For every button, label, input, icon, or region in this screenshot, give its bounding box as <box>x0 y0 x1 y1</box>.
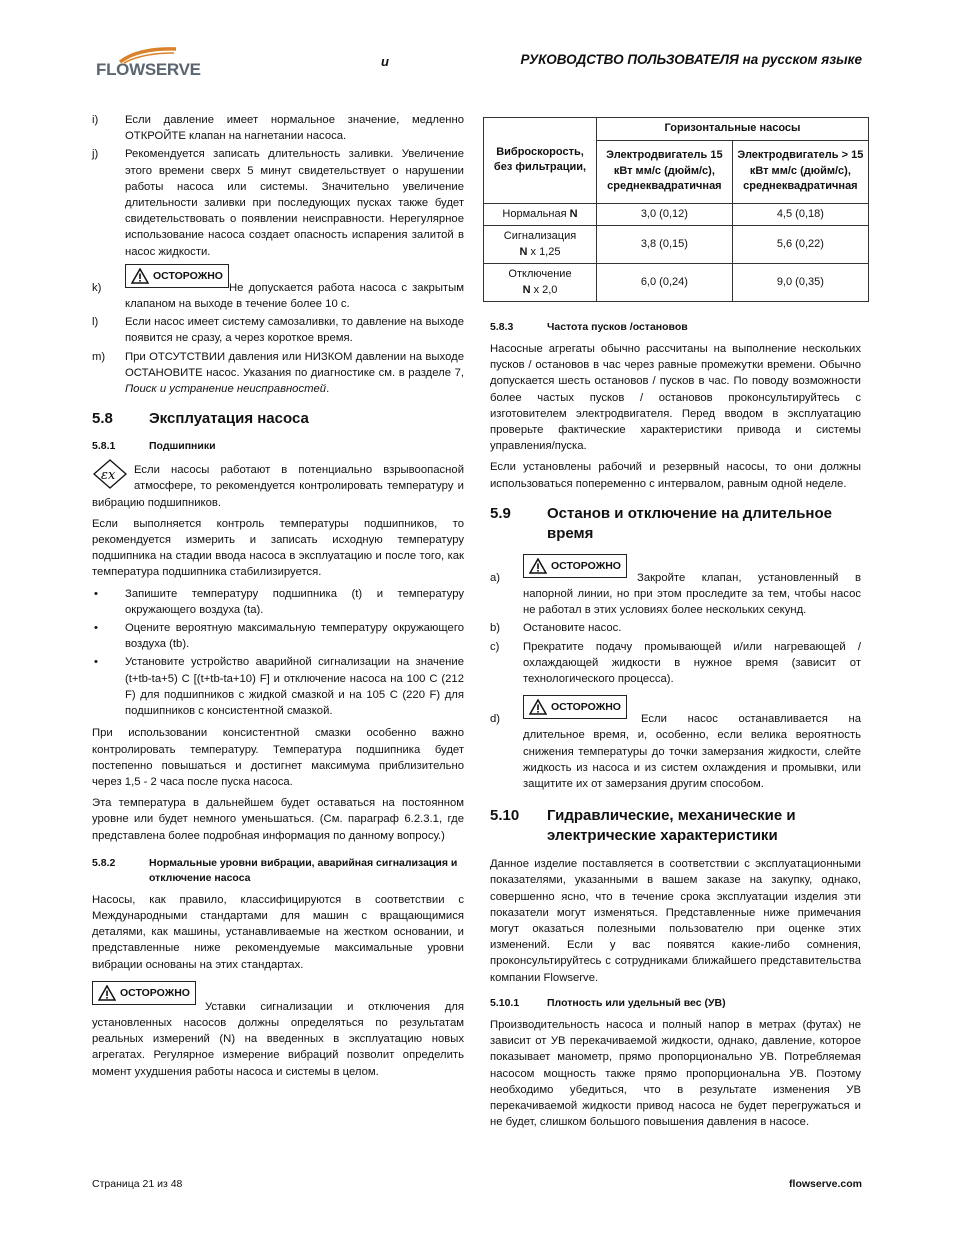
page-number: Страница 21 из 48 <box>92 1178 183 1190</box>
section-heading: 5.10 Гидравлические, механические и электрические характеристики <box>490 807 796 845</box>
table-row: Нормальная N 3,0 (0,12) 4,5 (0,18) <box>484 203 869 226</box>
warning-triangle-icon <box>131 268 149 284</box>
caution-box: ОСТОРОЖНО <box>125 264 229 288</box>
paragraph: Насосы, как правило, классифицируются в соответствии с Международными стандартами для машин с вращающимися деталями, как машины, устанавливаемые на жестком основании, и представленные ниже рекомендуемые максимальные уровни вибрации основаны на этих стандартах. <box>92 893 464 971</box>
list-item-caution: a) ОСТОРОЖНО Закройте клапан, установленный в напорной линии, но при этом проследите за тем, чтобы насос не работал в этих условиях более нескольких секунд. <box>490 554 861 619</box>
table-header-cell: Электродвигатель 15 кВт мм/с (дюйм/с), среднеквадратичная <box>597 140 733 203</box>
list-item-caution: k) ОСТОРОЖНО Не допускается работа насоса с закрытым клапаном на выходе в течение более 10 с. <box>92 264 464 312</box>
subsection-heading: 5.8.2 Нормальные уровни вибрации, аварийная сигнализация и отключение насоса <box>92 856 458 884</box>
list-item: b) Остановите насос. <box>490 622 622 635</box>
subsection-heading: 5.8.3 Частота пусков /остановов <box>490 321 688 333</box>
ex-hazard-icon <box>92 458 128 490</box>
caution-box: ОСТОРОЖНО <box>92 981 196 1005</box>
table-row: Отключение N x 2,0 6,0 (0,24) 9,0 (0,35) <box>484 264 869 302</box>
paragraph: Насосные агрегаты обычно рассчитаны на выполнение нескольких пусков / остановов в час через равные промежутки времени. Обычно допускается шесть остановов / пусков в час. По поводу возможности более частых пусков / остановов проконсультируйтесь с изготовителем электродвигателя. Перед вводом в эксплуатацию проверьте фактические характеристики привода и системы управления/пуска. <box>490 343 861 453</box>
warning-triangle-icon <box>529 558 547 574</box>
subsection-heading: 5.10.1 Плотность или удельный вес (УВ) <box>490 996 726 1009</box>
svg-text:εx: εx <box>101 468 116 484</box>
logo-text: FLOWSERVE <box>96 60 201 79</box>
paragraph: Производительность насоса и полный напор в метрах (футах) не зависит от УВ перекачиваемой жидкости, однако, давление, которое показывает манометр, прямо пропорционально УВ. Потребляемая насосом мощность также прямо пропорциональна УВ. Поэтому необходимо убедиться, что в результате изменения УВ перекачиваемой жидкости привод насоса не будет перегружаться и не будет, слишком большого повышения давления в насосе. <box>490 1018 861 1129</box>
caution-box: ОСТОРОЖНО <box>523 695 627 719</box>
caution-box: ОСТОРОЖНО <box>523 554 627 578</box>
list-item-caution: d) ОСТОРОЖНО Если насос останавливается на длительное время, и, особенно, если велика вероятность снижения температуры до точки замерзания жидкости, слейте жидкость из насоса и из систем охлаждения и промывки, или защитите их от замерзания другим способом. <box>490 695 861 792</box>
bullet-item: • Оцените вероятную максимальную температуру окружающего воздуха (tb). <box>94 622 464 651</box>
paragraph: Уставки сигнализации и отключения для установленных насосов должны определяться по результатам реальных измерений (N) на введенных в эксплуатацию новых агрегатах. Регулярное измерение вибраций позволит определить момент ухудшения работы насоса и системы в целом. <box>92 1000 464 1078</box>
subsection-heading: 5.8.1 Подшипники <box>92 440 216 453</box>
list-item: c) Прекратите подачу промывающей и/или нагревающей / охлаждающей жидкости в нужное время (зависит от технологического процесса). <box>490 640 861 686</box>
right-column <box>490 320 861 1135</box>
section-heading: 5.9 Останов и отключение на длительное время <box>490 504 832 542</box>
section-heading: 5.8 Эксплуатация насоса <box>92 410 309 428</box>
list-item: m) При ОТСУТСТВИИ давления или НИЗКОМ давлении на выходе ОСТАНОВИТЕ насос. Указания по диагностике см. в разделе 7, Поиск и устранение неисправностей. <box>92 350 464 396</box>
vibration-table <box>483 117 869 302</box>
flowserve-logo <box>96 50 210 82</box>
table-header-cell: Виброскорость, без фильтрации, <box>484 118 597 204</box>
footer-link[interactable]: flowserve.com <box>789 1178 862 1190</box>
paragraph-ex: εx Если насосы работают в потенциально взрывоопасной атмосфере, то рекомендуется контролировать температуру и вибрацию подшипников. <box>92 462 464 511</box>
header-marker: и <box>381 54 389 69</box>
warning-triangle-icon <box>529 699 547 715</box>
list-item: j) Рекомендуется записать длительность заливки. Увеличение этого времени сверх 5 минут свидетельствует о нарушении работы насоса или системы. Значительно увеличение длительности заливки при последующих пусках также будет свидетельствовать о появлении неисправности. Нерегулярное использование насоса создает опасность испарения залитой в насос жидкости. <box>92 148 464 258</box>
paragraph: Если установлены рабочий и резервный насосы, то они должны использоваться попеременно с интервалом, равным одной неделе. <box>490 461 861 490</box>
paragraph: При использовании консистентной смазки особенно важно контролировать температуру. Температура подшипника будет постепенно повышаться и достигнет максимума приблизительно через 1,5 - 2 часа после пуска насоса. <box>92 727 464 788</box>
page-title: РУКОВОДСТВО ПОЛЬЗОВАТЕЛЯ на русском языке <box>520 52 862 67</box>
left-column <box>92 112 464 1085</box>
bullet-item: • Запишите температуру подшипника (t) и температуру окружающего воздуха (ta). <box>94 587 464 616</box>
bullet-item: • Установите устройство аварийной сигнализации на значение (t+tb-ta+5) C [(t+tb-ta+10) F] и отключение насоса на 100 C (212 F) для подшипников с жидкой смазкой и на 105 C (220 F) для подшипников с консистентной смазкой. <box>94 656 464 718</box>
paragraph: Эта температура в дальнейшем будет оставаться на постоянном уровне или будет немного уменьшаться. (См. параграф 6.2.3.1, где представлена более подробная информация по данному вопросу.) <box>92 797 464 842</box>
table-header-cell: Электродвигатель > 15 кВт мм/с (дюйм/с), среднеквадратичная <box>732 140 868 203</box>
table-row: Сигнализация N x 1,25 3,8 (0,15) 5,6 (0,22) <box>484 226 869 264</box>
table-header-cell: Горизонтальные насосы <box>597 118 869 141</box>
list-item: i) Если давление имеет нормальное значение, медленно ОТКРОЙТЕ клапан на нагнетании насоса. <box>92 114 464 143</box>
paragraph: Данное изделие поставляется в соответствии с эксплуатационными показателями, указанными в вашем заказе на закупку, однако, совершенно ясно, что в течение срока эксплуатации изделия эти показатели могут изменяться. Представленные ниже примечания могут оказаться полезными пользователю при оценке этих изменений. Если у вас появятся какие-либо сомнения, проконсультируйтесь с сотрудниками ближайшего представительства компании Flowserve. <box>490 858 861 984</box>
list-item: l) Если насос имеет систему самозаливки, то давление на выходе появится не сразу, а через короткое время. <box>92 316 464 345</box>
paragraph: Если выполняется контроль температуры подшипников, то рекомендуется измерить и записать исходную температуру подшипника на стадии ввода насоса в эксплуатацию и после того, как температура подшипника стабилизируется. <box>92 517 464 579</box>
warning-triangle-icon <box>98 985 116 1001</box>
